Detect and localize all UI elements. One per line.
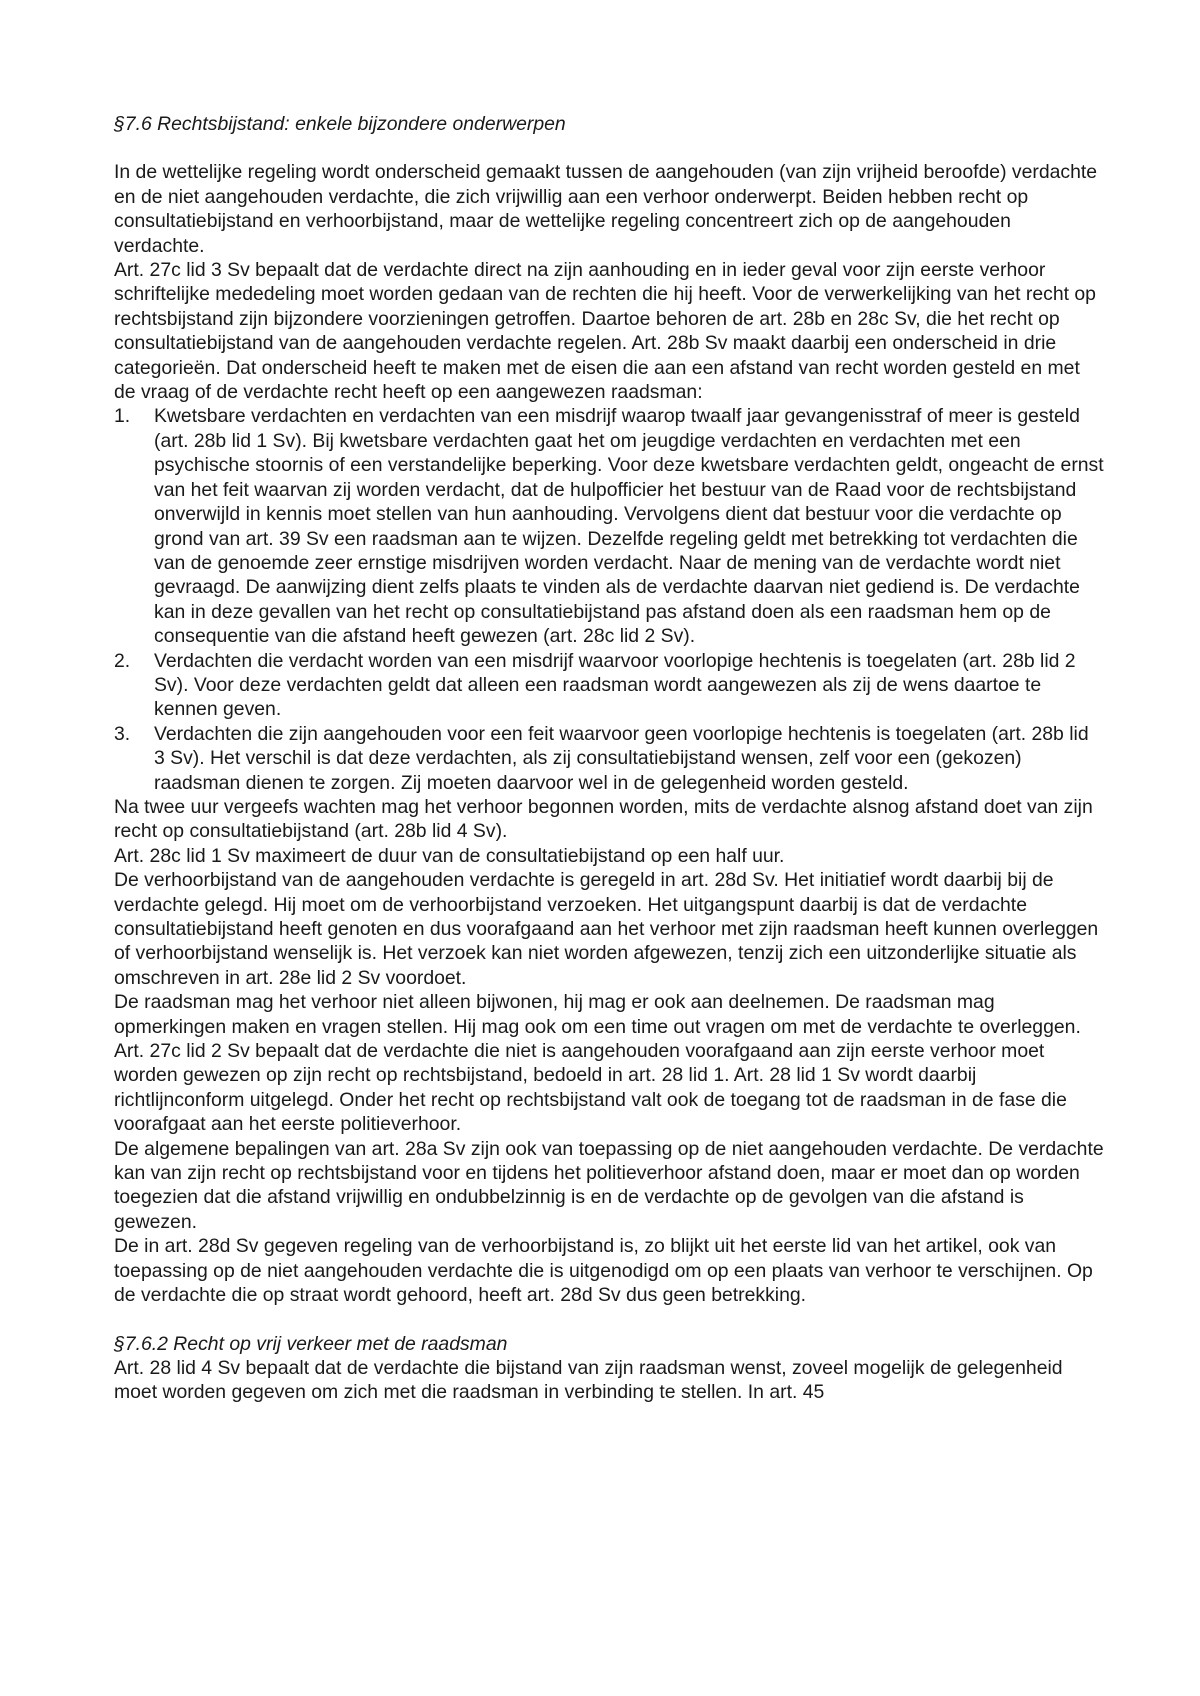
list-item-number: 1. — [114, 405, 131, 428]
subsection-heading: §7.6.2 Recht op vrij verkeer met de raadsman — [114, 1332, 508, 1355]
paragraph: Art. 27c lid 3 Sv bepaalt dat de verdachte direct na zijn aanhouding en in ieder geval voor zijn eerste verhoor schriftelijke mededeling moet worden gedaan van de rechten die hij heeft. Voor de verwerkelijking van het recht op rechtsbijstand zijn bijzondere voorzieningen getroffen. Daartoe behoren de art. 28b en 28c Sv, die het recht op consultatiebijstand van de aangehouden verdachte regelen. Art. 28b Sv maakt daarbij een onderscheid in drie categorieën. Dat onderscheid heeft te maken met de eisen die aan een afstand van recht worden gesteld en met de vraag of de verdachte recht heeft op een aangewezen raadsman: — [114, 259, 1096, 404]
list-item — [114, 649, 1104, 722]
paragraph: De raadsman mag het verhoor niet alleen bijwonen, hij mag er ook aan deelnemen. De raadsman mag opmerkingen maken en vragen stellen. Hij mag ook om een time out vragen om met de verdachte te overleggen. — [114, 991, 1081, 1038]
paragraph: Art. 28c lid 1 Sv maximeert de duur van de consultatiebijstand op een half uur. — [114, 844, 785, 867]
paragraph: Art. 27c lid 2 Sv bepaalt dat de verdachte die niet is aangehouden voorafgaand aan zijn eerste verhoor moet worden gewezen op zijn recht op rechtsbijstand, bedoeld in art. 28 lid 1. Art. 28 lid 1 Sv wordt daarbij richtlijnconform uitgelegd. Onder het recht op rechtsbijstand valt ook de toegang tot de raadsman in de fase die voorafgaat aan het eerste politieverhoor. — [114, 1040, 1067, 1136]
list-item — [114, 404, 1104, 648]
paragraph: De verhoorbijstand van de aangehouden verdachte is geregeld in art. 28d Sv. Het initiatief wordt daarbij bij de verdachte gelegd. Hij moet om de verhoorbijstand verzoeken. Het uitgangspunt daarbij is dat de verdachte consultatiebijstand heeft genoten en dus voorafgaand aan het verhoor met zijn raadsman heeft kunnen overleggen of verhoorbijstand wenselijk is. Het verzoek kan niet worden afgewezen, tenzij zich een uitzonderlijke situatie als omschreven in art. 28e lid 2 Sv voordoet. — [114, 869, 1099, 989]
paragraph: De in art. 28d Sv gegeven regeling van de verhoorbijstand is, zo blijkt uit het eerste lid van het artikel, ook van toepassing op de niet aangehouden verdachte die is uitgenodigd om op een plaats van verhoor te verschijnen. Op de verdachte die op straat wordt gehoord, heeft art. 28d Sv dus geen betrekking. — [114, 1235, 1093, 1307]
list-item-text: Verdachten die zijn aangehouden voor een feit waarvoor geen voorlopige hechtenis is toegelaten (art. 28b lid 3 Sv). Het verschil is dat deze verdachten, als zij consultatiebijstand wensen, zelf voor een (gekozen) raadsman dienen te zorgen. Zij moeten daarvoor wel in de gelegenheid worden gesteld. — [154, 722, 1089, 794]
document-page — [114, 112, 1104, 1405]
list-item — [114, 722, 1104, 795]
list-item-text: Verdachten die verdacht worden van een misdrijf waarvoor voorlopige hechtenis is toegelaten (art. 28b lid 2 Sv). Voor deze verdachten geldt dat alleen een raadsman wordt aangewezen als zij de wens daartoe te kennen geven. — [154, 649, 1076, 721]
paragraph: In de wettelijke regeling wordt onderscheid gemaakt tussen de aangehouden (van zijn vrijheid beroofde) verdachte en de niet aangehouden verdachte, die zich vrijwillig aan een verhoor onderwerpt. Beiden hebben recht op consultatiebijstand en verhoorbijstand, maar de wettelijke regeling concentreert zich op de aangehouden verdachte. — [114, 161, 1098, 257]
paragraph: De algemene bepalingen van art. 28a Sv zijn ook van toepassing op de niet aangehouden verdachte. De verdachte kan van zijn recht op rechtsbijstand voor en tijdens het politieverhoor afstand doen, maar er moet dan op worden toegezien dat die afstand vrijwillig en ondubbelzinnig is en de verdachte op de gevolgen van die afstand is gewezen. — [114, 1137, 1104, 1233]
list-item-number: 2. — [114, 649, 131, 672]
section-heading: §7.6 Rechtsbijstand: enkele bijzondere onderwerpen — [114, 113, 566, 135]
paragraph: Na twee uur vergeefs wachten mag het verhoor begonnen worden, mits de verdachte alsnog afstand doet van zijn recht op consultatiebijstand (art. 28b lid 4 Sv). — [114, 795, 1093, 843]
list-item-text: Kwetsbare verdachten en verdachten van een misdrijf waarop twaalf jaar gevangenisstraf of meer is gesteld (art. 28b lid 1 Sv). Bij kwetsbare verdachten gaat het om jeugdige verdachten en verdachten met een psychische stoornis of een verstandelijke beperking. Voor deze kwetsbare verdachten geldt, ongeacht de ernst van het feit waarvan zij worden verdacht, dat de hulpofficier het bestuur van de Raad voor de rechtsbijstand onverwijld in kennis moet stellen van hun aanhouding. Vervolgens dient dat bestuur voor die verdachte op grond van art. 39 Sv een raadsman aan te wijzen. Dezelfde regeling geldt met betrekking tot verdachten die van de genoemde zeer ernstige misdrijven worden verdacht. Naar de mening van de verdachte wordt niet gevraagd. De aanwijzing dient zelfs plaats te vinden als de verdachte daarvan niet gediend is. De verdachte kan in deze gevallen van het recht op consultatiebijstand pas afstand doen als een raadsman hem op de consequentie van die afstand heeft gewezen (art. 28c lid 2 Sv). — [154, 405, 1104, 648]
list-item-number: 3. — [114, 722, 131, 745]
paragraph: Art. 28 lid 4 Sv bepaalt dat de verdachte die bijstand van zijn raadsman wenst, zoveel mogelijk de gelegenheid moet worden gegeven om zich met die raadsman in verbinding te stellen. In art. 45 — [114, 1356, 1063, 1404]
numbered-list — [114, 404, 1104, 795]
